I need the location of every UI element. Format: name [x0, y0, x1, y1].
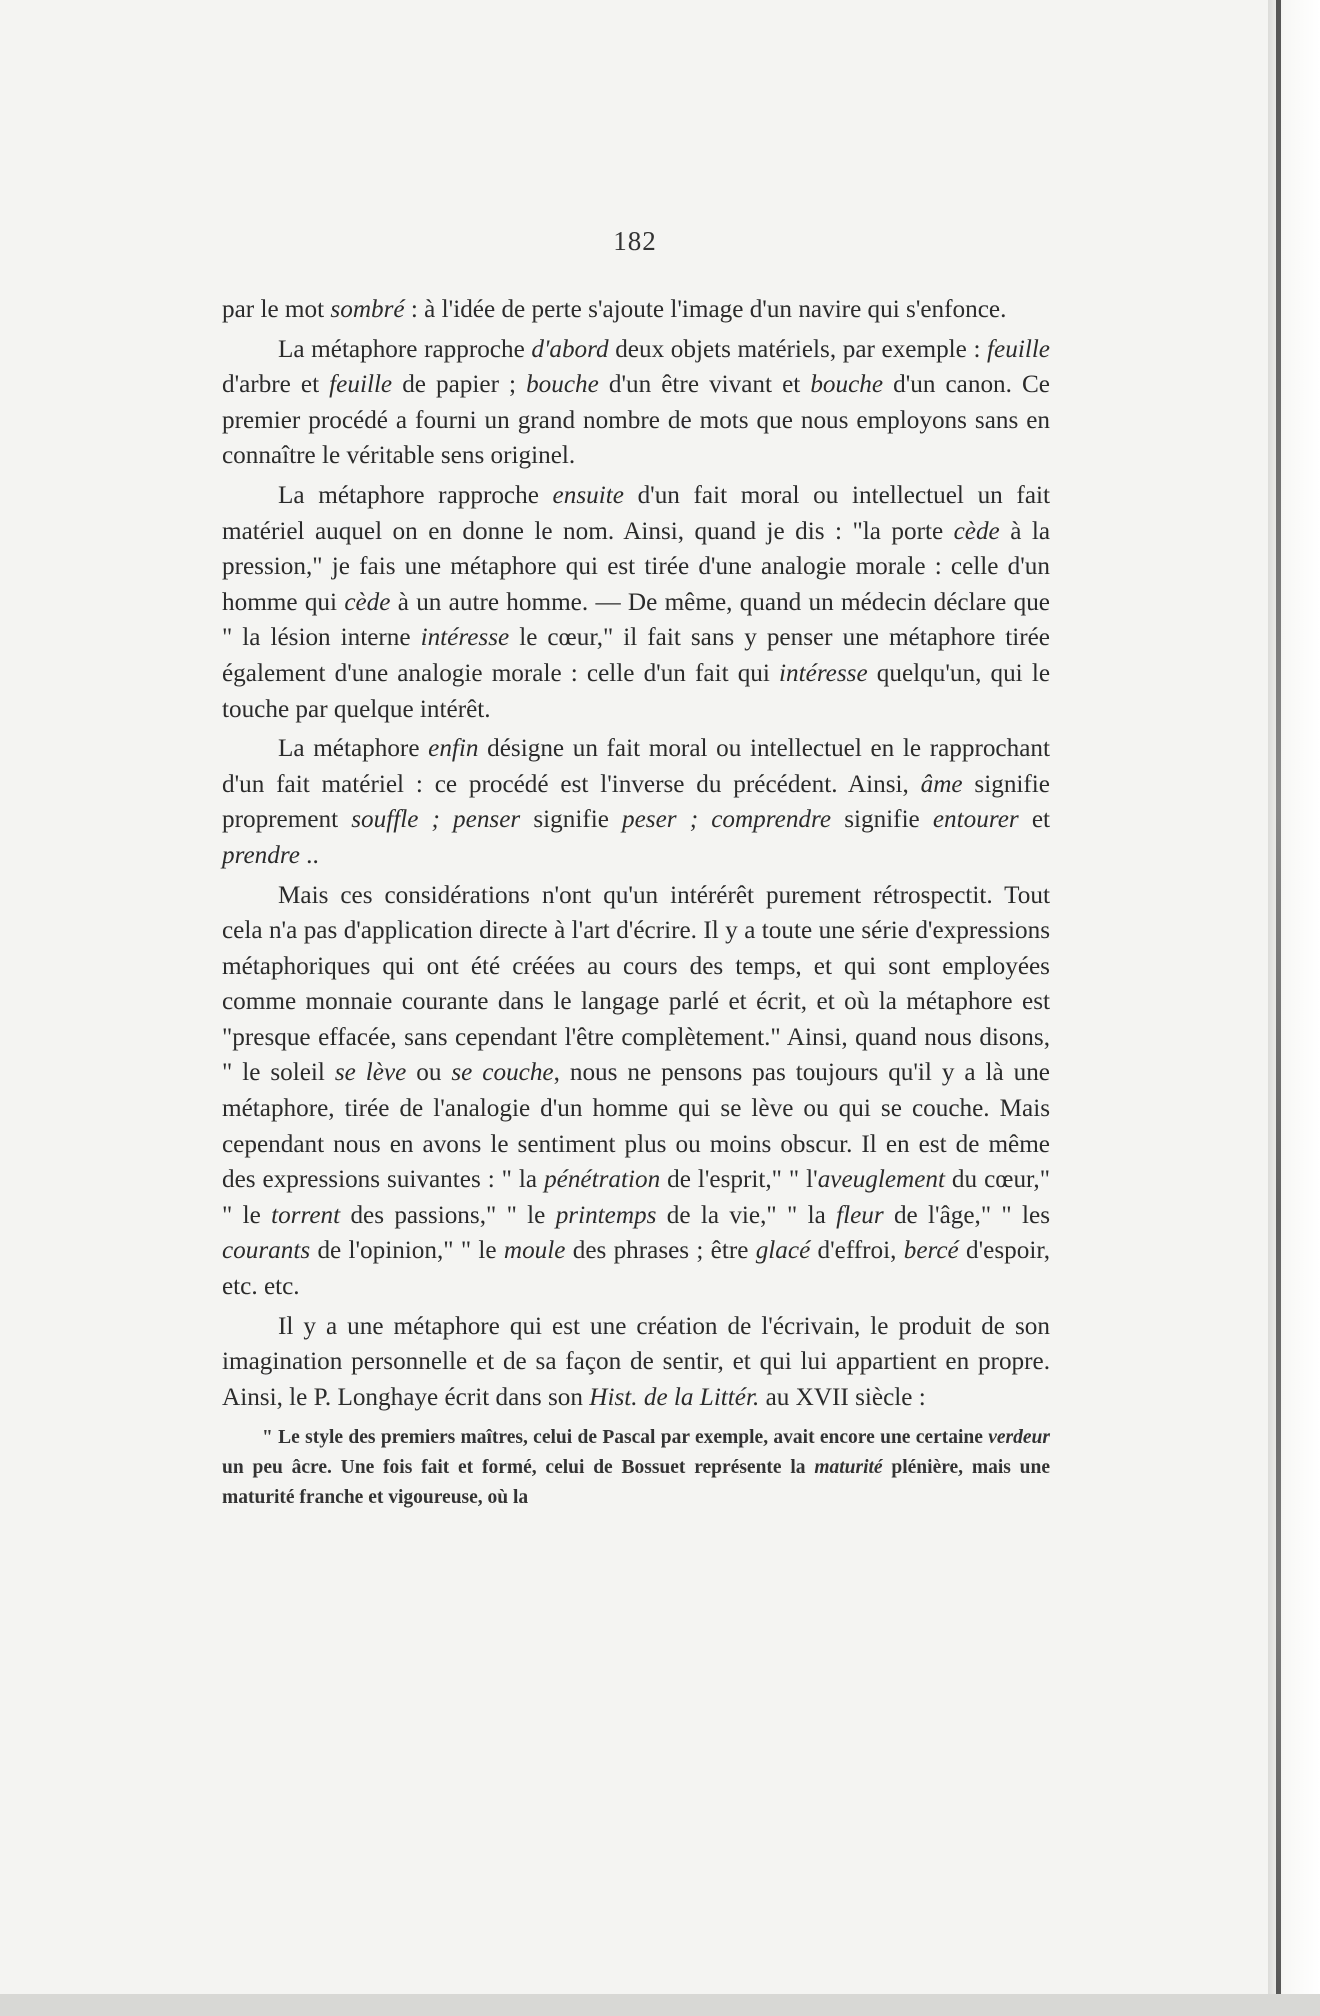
text-run: du cœur," " le [222, 1166, 1050, 1229]
book-spine-edge [1268, 0, 1320, 2016]
text-run: un peu âcre. Une fois fait et formé, celui de Bossuet représente la [222, 1457, 815, 1479]
italic-run: enfin [428, 735, 479, 763]
text-run: La métaphore rapproche [278, 481, 553, 509]
italic-run: pénétration [544, 1166, 661, 1194]
text-run: et [1018, 806, 1050, 834]
italic-run: feuille [987, 335, 1050, 363]
text-run: d'effroi, [810, 1237, 904, 1265]
text-run: : à l'idée de perte s'ajoute l'image d'un navire qui s'enfonce. [404, 296, 1007, 323]
text-run: deux objets matériels, par exemple : [608, 335, 988, 363]
italic-run: souffle ; penser [351, 806, 521, 834]
text-run: signifie [831, 806, 933, 834]
italic-run: cède [953, 517, 1000, 545]
text-run: des passions," " le [340, 1201, 556, 1229]
text-run: d'espoir, etc. etc. [222, 1237, 1050, 1301]
text-run: désigne un fait moral ou intellectuel en le rapprochant d'un fait matériel : ce procédé est l'inverse du précédent. Ainsi, [222, 735, 1050, 798]
paragraph [222, 478, 1050, 727]
text-run: ou [406, 1059, 452, 1087]
italic-run: intéresse [779, 659, 868, 687]
paragraph [222, 731, 1050, 873]
text-run: à un autre homme. — De même, quand un médecin déclare que " la lésion interne [222, 588, 1050, 652]
paragraph [222, 1309, 1050, 1416]
italic-run: se couche [451, 1059, 554, 1087]
italic-run: fleur [836, 1201, 884, 1229]
italic-run: intéresse [420, 624, 510, 652]
italic-run: se lève [334, 1059, 407, 1087]
italic-run: aveuglement [817, 1166, 945, 1194]
paragraph [222, 292, 1050, 328]
text-run: d'un canon. Ce premier procédé a fourni un grand nombre de mots que nous employons sans en connaître le véritable sens originel. [222, 371, 1050, 470]
text-run: de papier ; [392, 371, 527, 399]
italic-run: cède [344, 588, 391, 616]
page-number: 182 [613, 226, 657, 256]
text-run: des phrases ; être [565, 1237, 756, 1265]
text-run: La métaphore [278, 735, 429, 763]
text-run: .. [299, 841, 319, 869]
text-run: de la vie," " la [656, 1201, 837, 1229]
text-run: plénière, mais une maturité franche et vigoureuse, où la [222, 1457, 1050, 1509]
italic-run: maturité [814, 1457, 883, 1479]
italic-run: glacé [755, 1237, 811, 1265]
italic-run: bouche [810, 371, 884, 399]
text-run: " Le style des premiers maîtres, celui de Pascal par exemple, avait encore une certaine [262, 1427, 989, 1449]
italic-run: sombré [330, 296, 405, 323]
block-quote [222, 1423, 1050, 1513]
paragraph [222, 878, 1050, 1305]
text-run: à la pression," je fais une métaphore qui est tirée d'une analogie morale : celle d'un homme qui [222, 517, 1050, 616]
italic-run: courants [222, 1237, 311, 1265]
text-run: signifie [520, 806, 623, 834]
text-run: quelqu'un, qui le touche par quelque intérêt. [222, 659, 1050, 723]
text-run: le cœur," il fait sans y penser une métaphore tirée également d'une analogie morale : celle d'un fait qui [222, 624, 1050, 687]
text-run: de l'esprit," " l' [660, 1166, 818, 1194]
italic-run: verdeur [988, 1427, 1050, 1449]
italic-run: feuille [329, 371, 393, 399]
italic-run: d'abord [531, 335, 609, 363]
text-run: par le mot [222, 296, 331, 323]
page-bottom-edge [0, 1994, 1320, 2016]
paragraph [222, 332, 1050, 474]
text-run: d'arbre et [222, 371, 330, 399]
italic-run: moule [503, 1237, 566, 1265]
text-run: , nous ne pensons pas toujours qu'il y a là une métaphore, tirée de l'analogie d'un homme qui se lève ou qui se couche. Mais cependant nous en avons le sentiment plus ou moins obscur. Il en est de même des expressions suivantes : " la [222, 1059, 1050, 1194]
italic-run: ensuite [552, 481, 624, 509]
italic-run: torrent [271, 1201, 341, 1229]
italic-run: bercé [903, 1237, 959, 1265]
text-run: La métaphore rapproche [278, 335, 532, 363]
italic-run: bouche [526, 371, 599, 399]
text-run: d'un être vivant et [598, 371, 811, 399]
italic-run: peser ; comprendre [622, 806, 832, 834]
text-run: signifie proprement [222, 770, 1050, 834]
text-run: de l'opinion," " le [310, 1237, 504, 1265]
text-run: au XVII siècle : [759, 1383, 926, 1411]
body-text [222, 292, 1050, 1513]
italic-run: âme [920, 770, 963, 798]
text-run: Il y a une métaphore qui est une création de l'écrivain, le produit de son imagination personnelle et de sa façon de sentir, et qui lui appartient en propre. Ainsi, le P. Longhaye écrit dans son [222, 1312, 1050, 1411]
text-run: de l'âge," " les [883, 1201, 1051, 1229]
italic-run: Hist. de la Littér. [589, 1383, 760, 1411]
italic-run: printemps [555, 1201, 657, 1229]
italic-run: prendre [222, 841, 300, 869]
text-run: d'un fait moral ou intellectuel un fait matériel auquel on en donne le nom. Ainsi, quand je dis : "la porte [222, 481, 1050, 545]
text-run: Mais ces considérations n'ont qu'un intérérêt purement rétrospectit. Tout cela n'a pas d'application directe à l'art d'écrire. Il y a toute une série d'expressions métaphoriques qui ont été créées au cours des temps, et qui sont employées comme monnaie courante dans le langage parlé et écrit, et où la métaphore est "presque effacée, sans cependant l'être complètement." Ainsi, quand nous disons, " le soleil [222, 881, 1050, 1087]
italic-run: entourer [932, 806, 1019, 834]
